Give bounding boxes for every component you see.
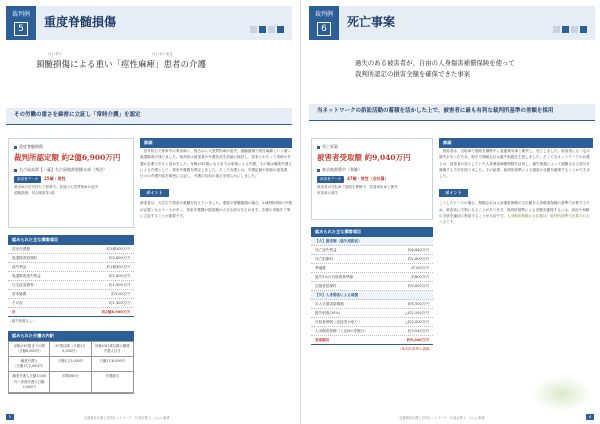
table-row xyxy=(8,254,134,263)
care-cell: 介護割合 xyxy=(92,372,133,392)
table-title: 認められた主な損害項目 xyxy=(8,235,134,245)
point-heading: ポイント xyxy=(140,189,169,197)
table-note: （裁判所基準の満額） xyxy=(398,347,433,351)
summary-court: 名古屋高裁【一審】名古屋地裁豊橋支部（判決） xyxy=(14,167,128,173)
page-footer: 交通事故弁護士全国ネットワーク 代表弁護士 □□□事務 xyxy=(399,416,485,420)
row-value: 約3,040万円 xyxy=(407,328,429,333)
table-title: 認められた主な損害項目 xyxy=(311,227,433,237)
care-cell: 67歳以降（日額1万5,000円） xyxy=(50,342,91,357)
row-value: △約3,000万円 xyxy=(405,319,429,324)
case-banner: その労働の重さを綿密に立証し「常時介護」を認定 xyxy=(6,108,292,125)
case-header xyxy=(309,6,595,40)
row-value: 約6,840万円 xyxy=(407,247,429,252)
summary-amount: 裁判所認定額 約2億6,900万円 xyxy=(14,153,121,162)
row-item: その他 xyxy=(12,300,23,305)
point-text: 被害者は、大学生で将来の就職を控えていました。重度の脊髄損傷の場合、24時間体制の介護が必要となるケースが多く、将来介護費が損害額の大きな部分を占めます。介護の実態を丁寧に立証することが重要です。 xyxy=(140,201,292,218)
watercolor-decoration xyxy=(532,376,592,412)
table-row xyxy=(311,264,433,273)
table-section: 【Ｂ】人身傷害による補償 xyxy=(311,291,433,300)
row-item: 過失相殺(30%) xyxy=(315,310,341,315)
row-value: 約8,500万円 xyxy=(407,301,429,306)
table-row xyxy=(8,299,134,308)
row-value: 約1,000万円 xyxy=(108,282,130,287)
case-number: 6 xyxy=(317,22,331,36)
detail-text: 信号待ちで停車中の乗用車に、後ろから大型貨物車が追突。頚髄損傷で痙性麻痺という重い後遺障害が残りました。裁判所は被害者の介護状況を詳細に検討し、将来にわたって常時の介護が必要であると認めました。母親が67歳になるまでは家族による介護、その後は職業介護人による介護として、将来介護費を算定しました。そこで弁護士は、介護記録や医師の意見書、日々の介護内容を綿密に立証し、介護の負担の重さを明らかにしました。 xyxy=(140,149,292,179)
table-row xyxy=(311,273,433,282)
care-cell: 母親が67歳までの間 （日額8,000円） xyxy=(9,342,50,357)
point-highlight: 人身傷害保険の支払額は、裁判所基準で計算されるべきです。 xyxy=(439,213,590,225)
table-row xyxy=(311,327,433,336)
point-heading: ポイント xyxy=(439,189,468,197)
page-number: 5 xyxy=(6,414,14,420)
care-breakdown xyxy=(8,326,134,394)
row-item: 逸失利益 xyxy=(12,264,27,269)
case-summary xyxy=(8,138,134,228)
case-label: 裁判例 xyxy=(314,11,333,18)
point-text: こうしたケースの場合、保険会社は人身傷害保険の支払額を人身傷害保険の基準で計算するため、被害者に不利になることがあります。裁判所基準による差額を確保するには、訴訟や和解の手続を適切に利用することが大切です。人身傷害保険の支払額は、裁判所基準で計算されるべきです。 xyxy=(439,201,590,225)
damage-table xyxy=(311,222,433,353)
row-item: 死亡逸失利益 xyxy=(315,247,337,252)
row-value: 約600万円 xyxy=(411,274,429,279)
row-item: 自賠責保険（直接受け取り） xyxy=(315,319,362,324)
row-value: 約1,300万円 xyxy=(108,300,130,305)
care-cell: 母親が67歳以降の職業介護人付き xyxy=(92,342,133,357)
summary-victim: 被害者データ 25歳・男性 xyxy=(14,176,128,183)
row-item: 死亡慰謝料 xyxy=(315,256,333,261)
table-total: 計 約2億6,900万円 xyxy=(8,308,134,317)
detail-heading: 詳細 xyxy=(140,138,292,148)
row-value: 約2,800万円 xyxy=(407,256,429,261)
case-label: 裁判例 xyxy=(11,11,30,18)
detail-column xyxy=(439,138,593,226)
table-row xyxy=(8,245,134,254)
row-item: 人身傷害保険（上記Bの差額分） xyxy=(315,328,368,333)
case-banner: 当ネットワークの訴訟活動の蓄積を活かした上で、被害者に最も有利な裁判所基準の差額を採用 xyxy=(309,104,595,121)
row-item: 住宅改造費等 xyxy=(12,282,34,287)
row-item: 葬儀費 xyxy=(315,265,326,270)
case-title: 死亡事案 xyxy=(347,15,396,29)
table-row xyxy=(311,246,433,255)
case-subtitle: 過失のある被害者が、自由の人身傷害補償保険を使って 裁判所認定の損害全額を確保できた事案 xyxy=(355,59,515,78)
case-title: 重度脊髄損傷 xyxy=(44,15,117,29)
summary-amount: 被害者受取額 約9,040万円 xyxy=(317,153,411,162)
page-number: 6 xyxy=(586,414,594,420)
care-cell: 日額1万8,000円 xyxy=(92,357,133,372)
table-row xyxy=(8,281,134,290)
decoration-squares xyxy=(551,18,587,37)
care-grid xyxy=(8,341,134,394)
summary-court: 東京地裁豊中（和解） xyxy=(317,167,427,173)
table-row xyxy=(8,290,134,299)
row-value: 約1億500万円 xyxy=(106,246,130,251)
case-subtitle: 頚髄損傷による重い「痙性麻痺」患者の介護 xyxy=(36,60,207,70)
table-total: 受取額計 約9,040万円 xyxy=(311,336,433,345)
summary-notes: 被害者が自転車で道路を横断中、普通乗用車と衝突 被害者の過失 xyxy=(317,185,398,195)
row-item: 将来介護費 xyxy=(12,246,30,251)
table-note: （過失相殺なし） xyxy=(8,319,36,323)
table-row xyxy=(8,272,134,281)
summary-kind: 死亡事案 xyxy=(317,144,427,150)
ruby-text: けいずい xyxy=(48,52,62,56)
page-footer: 交通事故弁護士全国ネットワーク 代表弁護士 □□□事務 xyxy=(84,416,170,420)
table-section: 【Ａ】損害額（過失相殺前） xyxy=(311,237,433,246)
row-value: 約2,800万円 xyxy=(108,255,130,260)
table-row xyxy=(311,318,433,327)
table-subtotal: 近親者慰謝料 約9,600万円 xyxy=(311,282,433,291)
row-item: 本人分損害賠償額 xyxy=(315,301,344,306)
care-title: 認められた介護の内訳 xyxy=(8,331,134,341)
care-cell: 年間365日 xyxy=(50,372,91,392)
row-value: △約2,550万円 xyxy=(405,310,429,315)
case-number: 5 xyxy=(14,22,28,36)
detail-column xyxy=(140,138,292,219)
right-page xyxy=(300,0,600,424)
ruby-text: けいせいまひ xyxy=(152,52,173,56)
summary-notes: 乗用車が信号待ちで停車中、普通の大型貨物車が追突 頚髄損傷、併合障害等1級 xyxy=(14,185,98,195)
table-row xyxy=(311,309,433,318)
row-value: 約1億300万円 xyxy=(106,264,130,269)
case-number-box xyxy=(309,6,339,40)
damage-table xyxy=(8,230,134,325)
row-item: 後遺障害慰謝料 xyxy=(12,255,38,260)
row-item: 後遺障害逸失利益 xyxy=(12,273,41,278)
care-cell: 日額1万2,000円 xyxy=(50,357,91,372)
case-header xyxy=(6,6,292,40)
detail-heading: 詳細 xyxy=(439,138,593,148)
row-item: 将来雑費 xyxy=(12,291,27,296)
row-item: 過失5%の自賠責基準額 xyxy=(315,274,354,279)
row-value: 約3,00万円 xyxy=(111,291,130,296)
case-summary xyxy=(311,138,433,220)
case-number-box xyxy=(6,6,36,40)
table-row xyxy=(311,255,433,264)
table-row xyxy=(8,263,134,272)
row-value: 約2,800万円 xyxy=(108,273,130,278)
summary-victim: 被害者データ 47歳・男性（会社員） xyxy=(317,176,427,183)
care-cell: 職業介護人日額3,000円＋家族介護人日額2,000円 xyxy=(9,372,50,392)
table-row xyxy=(311,300,433,309)
decoration-squares xyxy=(248,18,284,37)
care-cell: 職業介護人 （日額1万2,000円） xyxy=(9,357,50,372)
summary-kind: 重度脊髄損傷 xyxy=(14,144,128,150)
detail-text: 被害者は、自転車で道路を横断中に普通乗用車と衝突し、死亡しました。被害者にも一定の過失があったため、相手方保険会社は過失相殺を主張しました。そこで当ネットワークの弁護士は、被害者の加入していた人身傷害補償保険を活用し、過失相殺によって減額される部分を補填する方法を採りました。その結果、裁判所基準による損害の全額を確保することができました。 xyxy=(439,149,590,179)
row-value: 約150万円 xyxy=(411,265,429,270)
